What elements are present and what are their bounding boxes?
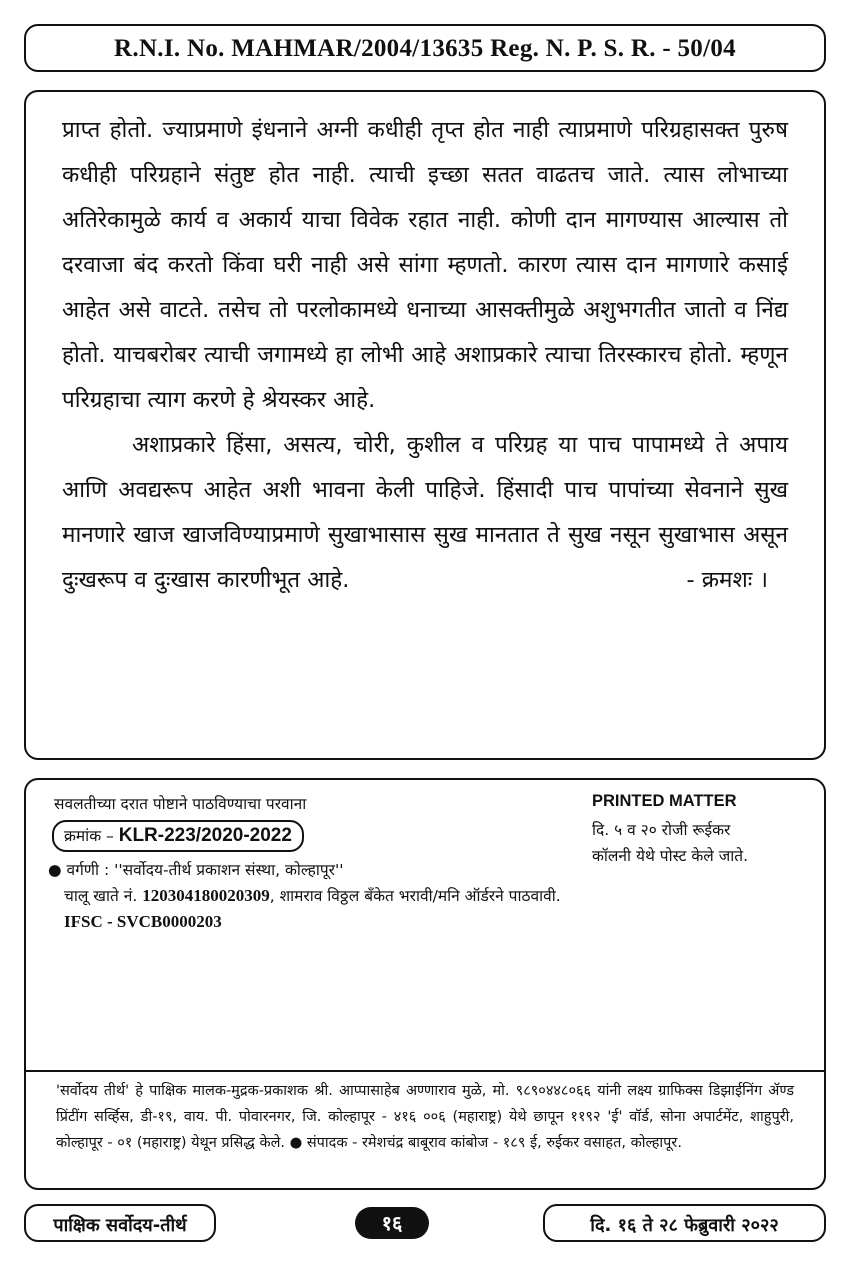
article-body (62, 108, 788, 603)
registration-label: क्रमांक – (64, 827, 114, 845)
page-number-badge: १६ (355, 1207, 429, 1239)
postal-registration-pill (52, 820, 304, 852)
article-paragraph-1: प्राप्त होतो. ज्याप्रमाणे इंधनाने अग्नी कधीही तृप्त होत नाही त्याप्रमाणे परिग्रहासक्त पुरुष कधीही परिग्रहाने संतुष्ट होत नाही. त्याची इच्छा सतत वाढतच जाते. त्यास लोभाच्या अतिरेकामुळे कार्य व अकार्य याचा विवेक रहात नाही. कोणी दान मागण्यास आल्यास तो दरवाजा बंद करतो किंवा घरी नाही असे सांगा म्हणतो. कारण त्यास दान मागणारे कसाई आहेत असे वाटते. तसेच तो परलोकामध्ये धनाच्या आसक्तीमुळे अशुभगतीत जातो व निंद्य होतो. याचबरोबर त्याची जगामध्ये हा लोभी आहे अशाप्रकारे त्याचा तिरस्कारच होतो. म्हणून परिग्रहाचा त्याग करणे हे श्रेयस्कर आहे. (62, 117, 788, 413)
printed-matter-label: PRINTED MATTER (592, 792, 737, 810)
account-prefix: चालू खाते नं. (64, 887, 138, 905)
subscription-payee: ● वर्गणी : ''सर्वोदय-तीर्थ प्रकाशन संस्था, कोल्हापूर'' (48, 861, 344, 879)
rni-registration-text: R.N.I. No. MAHMAR/2004/13635 Reg. N. P. S. R. - 50/04 (114, 35, 736, 62)
posting-note-line-1: दि. ५ व २० रोजी रूईकर (592, 821, 731, 839)
article-continued-signoff: - क्रमशः । (686, 567, 768, 593)
account-suffix: , शामराव विठ्ठल बँकेत भरावी/मनि ऑर्डरने पाठवावी. (269, 887, 561, 905)
registration-number: KLR-223/2020-2022 (118, 825, 292, 846)
ifsc-code: IFSC - SVCB0000203 (64, 912, 222, 931)
footer-publication-name: पाक्षिक सर्वोदय-तीर्थ (53, 1215, 187, 1236)
postal-info-box (24, 778, 826, 1190)
article-paragraph-2: अशाप्रकारे हिंसा, असत्य, चोरी, कुशील व परिग्रह या पाच पापामध्ये ते अपाय आणि अवद्यरूप आहेत अशी भावना केली पाहिजे. हिंसादी पाच पापांच्या सेवनाने सुख मानणारे खाज खाजविण्याप्रमाणे सुखाभासास सुख मानतात ते सुख नसून सुखाभास असून दुःखरूप व दुःखास कारणीभूत आहे. (62, 432, 788, 593)
publisher-imprint: 'सर्वोदय तीर्थ' हे पाक्षिक मालक-मुद्रक-प्रकाशक श्री. आप्पासाहेब अण्णाराव मुळे, मो. ९८९०४४८०६६ यांनी लक्ष्य ग्राफिक्स डिझाईनिंग ॲण्ड प्रिंटींग सर्व्हिस, डी-१९, वाय. पी. पोवारनगर, जि. कोल्हापूर - ४१६ ००६ (महाराष्ट्र) येथे छापून ११९२ 'ई' वॉर्ड, सोना अपार्टमेंट, शाहुपुरी, कोल्हापूर - ०१ (महाराष्ट्र) येथून प्रसिद्ध केले. ● संपादक - रमेशचंद्र बाबूराव कांबोज - १८९ ई, रुईकर वसाहत, कोल्हापूर. (56, 1083, 794, 1151)
bank-account-info (64, 884, 561, 906)
account-number: 120304180020309 (142, 886, 270, 905)
footer-date-box (543, 1204, 826, 1242)
posting-note-line-2: कॉलनी येथे पोस्ट केले जाते. (592, 847, 748, 865)
imprint-divider (26, 1070, 824, 1072)
article-box (24, 90, 826, 760)
postal-license-title: सवलतीच्या दरात पोष्टाने पाठविण्याचा परवाना (54, 795, 307, 813)
footer-publication-box (24, 1204, 216, 1242)
footer-issue-date: दि. १६ ते २८ फेब्रुवारी २०२२ (590, 1215, 779, 1236)
rni-header (24, 24, 826, 72)
